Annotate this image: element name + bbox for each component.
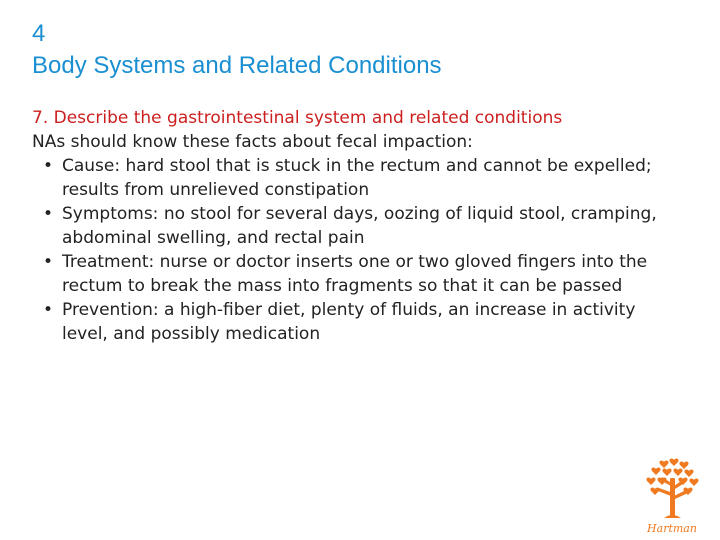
bullet-item-prevention [32, 298, 682, 346]
bullet-dot-icon: • [43, 300, 54, 320]
bullet-item-cause [32, 154, 682, 202]
chapter-number: 4 [32, 20, 46, 47]
logo-brand-text: Hartman [647, 522, 697, 535]
hartman-logo [640, 456, 704, 536]
bullet-list [32, 154, 682, 346]
bullet-text: Prevention: a high-fiber diet, plenty of fluids, an increase in activity level, and possibly medication [62, 300, 636, 344]
bullet-text: Symptoms: no stool for several days, oozing of liquid stool, cramping, abdominal swelling, and rectal pain [62, 204, 657, 248]
bullet-text: Cause: hard stool that is stuck in the rectum and cannot be expelled; results from unrelieved constipation [62, 156, 652, 200]
bullet-item-treatment [32, 250, 682, 298]
intro-text: NAs should know these facts about fecal impaction: [32, 132, 473, 152]
slide-content [32, 106, 682, 346]
chapter-heading [32, 18, 442, 82]
bullet-text: Treatment: nurse or doctor inserts one or two gloved fingers into the rectum to break the mass into fragments so that it can be passed [62, 252, 648, 296]
bullet-item-symptoms [32, 202, 682, 250]
chapter-title: Body Systems and Related Conditions [32, 52, 442, 79]
bullet-dot-icon: • [43, 252, 54, 272]
learning-objective: 7. Describe the gastrointestinal system and related conditions [32, 108, 563, 128]
bullet-dot-icon: • [43, 204, 54, 224]
heart-tree-icon [640, 456, 704, 536]
bullet-dot-icon: • [43, 156, 54, 176]
